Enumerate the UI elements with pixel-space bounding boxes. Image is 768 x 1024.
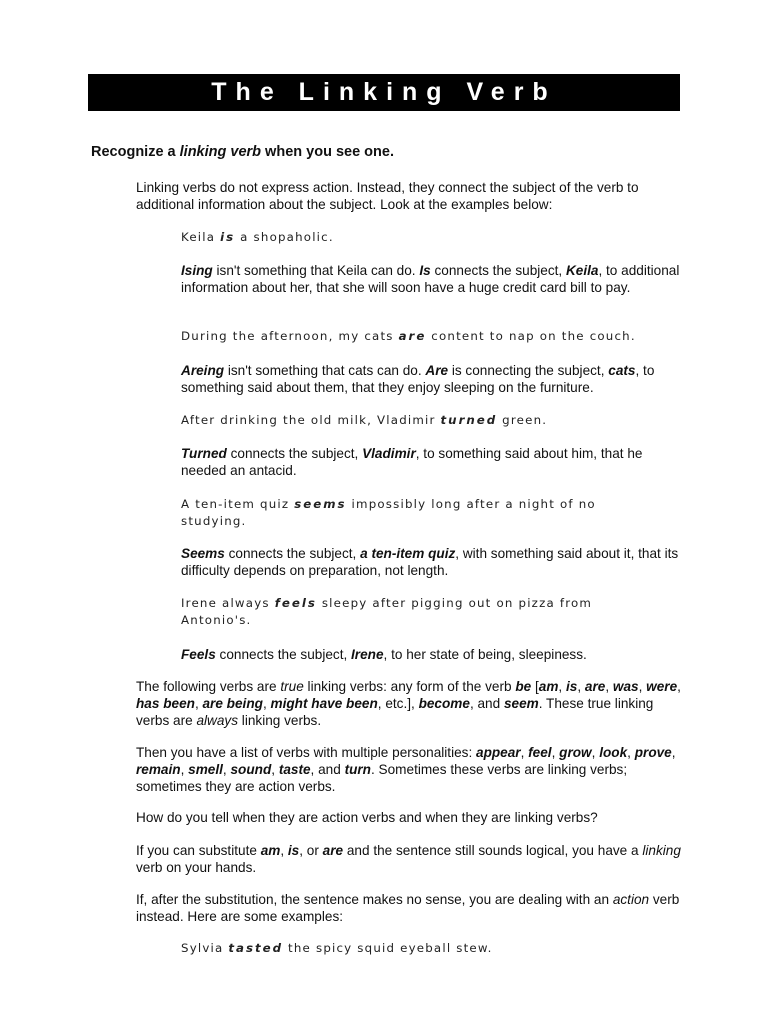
text-run: , to something said about them, that they enjoy sleeping on the furniture. [181,363,655,395]
emphasized-term: be [515,679,532,694]
text-run: verb instead. Here are some examples: [136,892,680,924]
text-run: isn't something that cats can do. [224,363,426,378]
text-run: , [627,745,635,760]
text-run: , [280,843,288,858]
page-title: The Linking Verb [88,74,680,111]
example-sentence [181,328,661,345]
text-run: , [194,696,203,711]
true-linking-verbs-paragraph [136,678,681,729]
text-run: If, after the substitution, the sentence makes no sense, you are dealing with an [136,892,613,907]
text-run: , to something said about him, that he needed an antacid. [181,446,643,478]
text-run: is connecting the subject, [448,363,609,378]
emphasized-term: seem [503,696,539,711]
example-explanation [181,262,681,296]
text-run: . These true linking verbs are [136,696,654,728]
text-run: If you can substitute [136,843,261,858]
text-run: , [551,745,560,760]
example-text: impossibly long after a night of no studying. [181,497,596,528]
emphasized-term: a ten-item quiz [360,546,456,561]
emphasized-term: Irene [351,647,384,662]
text-run: , [638,679,647,694]
text-run: connects the subject, [224,546,361,561]
italic-term: always [196,713,239,728]
emphasized-term: are being [202,696,263,711]
subheading-after: when you see one. [261,144,394,160]
text-run: , [262,696,271,711]
italic-term: action [612,892,650,907]
example-explanation [181,545,681,579]
emphasized-term: Turned [181,446,227,461]
example-verb: tasted [228,941,284,955]
subheading-before: Recognize a [91,144,180,160]
text-run: , [677,679,681,694]
example-sentence [181,412,661,429]
emphasized-term: am [260,843,281,858]
text-run: and the sentence still sounds logical, you have a [343,843,643,858]
text-run: , etc.], [377,696,419,711]
text-run: , [671,745,676,760]
multiple-personalities-paragraph [136,744,681,795]
text-run: How do you tell when they are action verbs and when they are linking verbs? [136,810,598,825]
example-text: After drinking the old milk, Vladimir [181,413,441,427]
text-run: linking verbs. [238,713,322,728]
emphasized-term: prove [634,745,672,760]
text-run: , [558,679,566,694]
emphasized-term: is [565,679,578,694]
text-run: , [591,745,600,760]
text-run: isn't something that Keila can do. [212,263,420,278]
text-run: . Sometimes these verbs are linking verbs; sometimes they are action verbs. [136,762,628,794]
text-run: connects the subject, [226,446,363,461]
example-verb: are [398,329,427,343]
emphasized-term: Areing [181,363,225,378]
example-text: A ten-item quiz [181,497,295,511]
text-run: , [577,679,585,694]
example-text: Keila [181,230,221,244]
example-text: green. [497,413,548,427]
emphasized-term: Feels [181,647,216,662]
subheading-emph: linking verb [179,144,262,160]
emphasized-term: look [599,745,628,760]
text-run: , [180,762,189,777]
example-explanation [181,646,681,663]
subheading [91,144,394,160]
example-text: the spicy squid eyeball stew. [283,941,493,955]
text-run: , or [299,843,323,858]
example-verb: feels [274,596,317,610]
example-verb: is [220,230,236,244]
text-run: , and [469,696,504,711]
example-verb: seems [294,497,347,511]
emphasized-term: sound [230,762,272,777]
text-run: , [271,762,279,777]
question-paragraph [136,809,681,826]
emphasized-term: appear [476,745,521,760]
text-run: connects the subject, [430,263,566,278]
text-run: , and [310,762,345,777]
example-sentence [181,229,661,246]
emphasized-term: Keila [565,263,599,278]
example-sentence [181,595,661,629]
text-run: , [605,679,613,694]
example-explanation [181,445,681,479]
example-text: During the afternoon, my cats [181,329,399,343]
example-verb: turned [440,413,498,427]
emphasized-term: become [418,696,470,711]
emphasized-term: might have been [270,696,378,711]
emphasized-term: were [646,679,678,694]
text-run: , [520,745,529,760]
emphasized-term: is [287,843,300,858]
text-run: linking verbs: any form of the verb [303,679,516,694]
emphasized-term: feel [528,745,552,760]
emphasized-term: am [538,679,559,694]
example-text: Sylvia [181,941,229,955]
intro-paragraph: Linking verbs do not express action. Instead, they connect the subject of the verb to additional information about the subject. Look at the examples below: [136,180,639,212]
text-run: The following verbs are [136,679,281,694]
emphasized-term: grow [559,745,592,760]
emphasized-term: smell [188,762,223,777]
emphasized-term: are [584,679,606,694]
text-run: , with something said about it, that its difficulty depends on preparation, not length. [181,546,679,578]
text-run: , to her state of being, sleepiness. [383,647,587,662]
substitution-paragraph [136,842,681,876]
text-run: [ [531,679,539,694]
emphasized-term: taste [278,762,311,777]
emphasized-term: remain [136,762,181,777]
emphasized-term: cats [608,363,636,378]
example-text: a shopaholic. [235,230,334,244]
emphasized-term: Seems [181,546,225,561]
example-text: content to nap on the couch. [426,329,636,343]
text-run: verb on your hands. [136,860,257,875]
example-sentence [181,496,661,530]
emphasized-term: turn [344,762,371,777]
text-run: , [222,762,231,777]
example-sentence [181,940,661,957]
italic-term: true [280,679,304,694]
example-text: Irene always [181,596,275,610]
emphasized-term: Ising [181,263,213,278]
emphasized-term: are [322,843,344,858]
emphasized-term: Vladimir [362,446,416,461]
emphasized-term: has been [136,696,195,711]
action-verb-paragraph [136,891,681,925]
emphasized-term: was [612,679,639,694]
text-run: connects the subject, [215,647,352,662]
example-explanation [181,362,681,396]
emphasized-term: Are [425,363,449,378]
text-run: Then you have a list of verbs with multiple personalities: [136,745,477,760]
italic-term: linking [642,843,681,858]
text-run: , to additional information about her, that she will soon have a huge credit card bill to pay. [181,263,680,295]
emphasized-term: Is [419,263,431,278]
example-text: sleepy after pigging out on pizza from Antonio's. [181,596,593,627]
